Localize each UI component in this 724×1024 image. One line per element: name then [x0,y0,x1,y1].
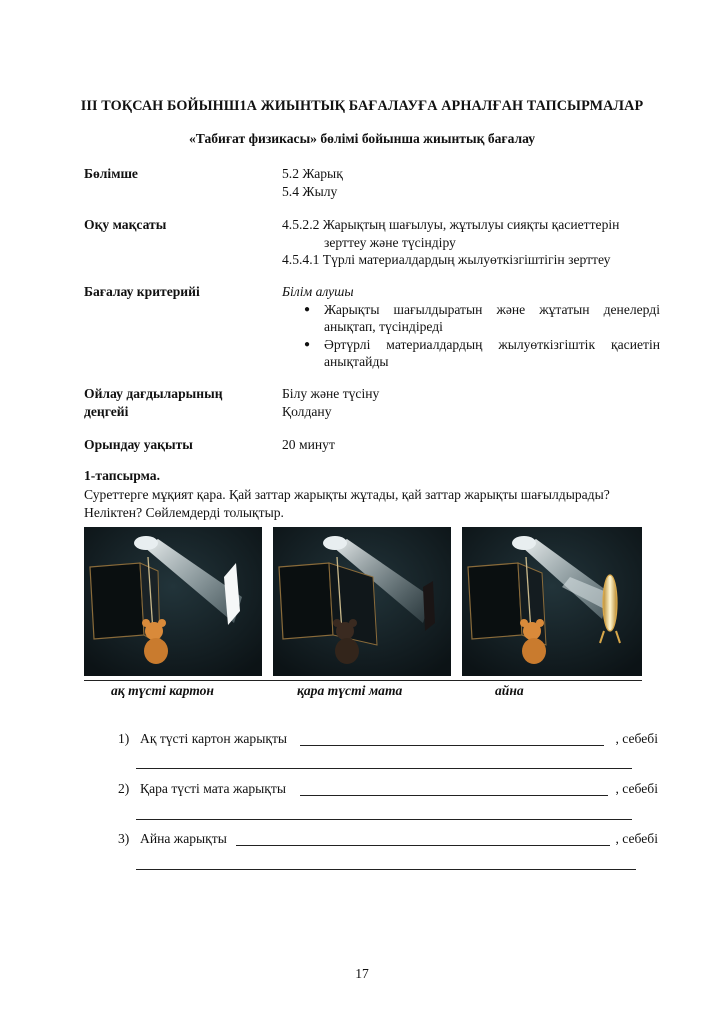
thinking-line: Қолдану [282,403,332,419]
experiment-image-black-cloth [273,527,451,676]
answer-blank[interactable] [300,781,608,796]
objectives-label: Оқу мақсаты [84,217,167,232]
objective-line: 4.5.2.2 Жарықтың шағылуы, жұтылуы сияқты қасиеттерін [282,217,620,232]
experiment-illustration [84,527,262,676]
question-2 [118,781,658,799]
page-number: 17 [355,966,369,981]
task-instruction: Суреттерге мұқият қара. Қай заттар жарықты жұтады, қай заттар жарықты шағылдырады? Неліктен? Сөйлемдерді толықтыр. [84,487,610,520]
question-text: Қара түсті мата жарықты [140,781,286,796]
question-tail: , себебі [615,731,658,746]
question-3 [118,831,658,849]
page-title: III ТОҚСАН БОЙЫНШ1А ЖИЫНТЫҚ БАҒАЛАУҒА АРНАЛҒАН ТАПСЫРМАЛАР [80,98,644,114]
section-line: 5.4 Жылу [282,183,338,199]
answer-blank[interactable] [300,731,604,746]
answer-blank[interactable] [236,831,610,846]
criteria-intro: Білім алушы [282,284,354,299]
thinking-line: Білу және түсіну [282,386,380,401]
criteria-bullet: ● Әртүрлі материалдардың жылуөткізгіштік қасиетін анықтайды [282,336,660,371]
objectives-value [282,216,660,269]
experiment-illustration [462,527,642,676]
criteria-value [282,283,660,371]
objective-line: 4.5.4.1 Түрлі материалдардың жылуөткізгіштігін зерттеу [282,252,611,267]
question-tail: , себебі [615,831,658,846]
question-text: Ақ түсті картон жарықты [140,731,288,746]
question-number: 1) [118,731,130,746]
image-captions [84,680,642,701]
time-label: Орындау уақыты [84,437,193,452]
experiment-illustration [273,527,451,676]
caption-mirror: айна [495,683,524,698]
answer-line[interactable] [136,768,632,769]
caption-white-cardboard: ақ түсті картон [111,683,214,698]
experiment-images [84,527,642,676]
question-number: 3) [118,831,130,846]
thinking-value [282,385,660,420]
section-value [282,165,660,200]
caption-black-cloth: қара түсті мата [297,683,403,698]
section-line: 5.2 Жарық [282,166,343,181]
criteria-label: Бағалау критерийі [84,284,200,299]
answer-line[interactable] [136,869,636,870]
question-1 [118,731,658,749]
criteria-list [282,301,660,371]
question-text: Айна жарықты [140,831,227,846]
thinking-label [84,385,269,420]
criteria-bullet: ● Жарықты шағылдыратын және жұтатын денелерді анықтап, түсіндіреді [282,301,660,336]
question-number: 2) [118,781,130,796]
time-value: 20 минут [282,437,335,452]
question-tail: , себебі [615,781,658,796]
experiment-image-white-cardboard [84,527,262,676]
page-subtitle: «Табиғат физикасы» бөлімі бойынша жиынтық бағалау [188,131,536,146]
experiment-image-mirror [462,527,642,676]
thinking-label-line: Ойлау дағдыларының [84,386,223,401]
answer-line[interactable] [136,819,632,820]
objective-line: зерттеу және түсіндіру [324,234,456,250]
section-label: Бөлімше [84,166,138,181]
thinking-label-line: деңгейі [84,403,129,419]
task-title: 1-тапсырма. [84,468,160,483]
